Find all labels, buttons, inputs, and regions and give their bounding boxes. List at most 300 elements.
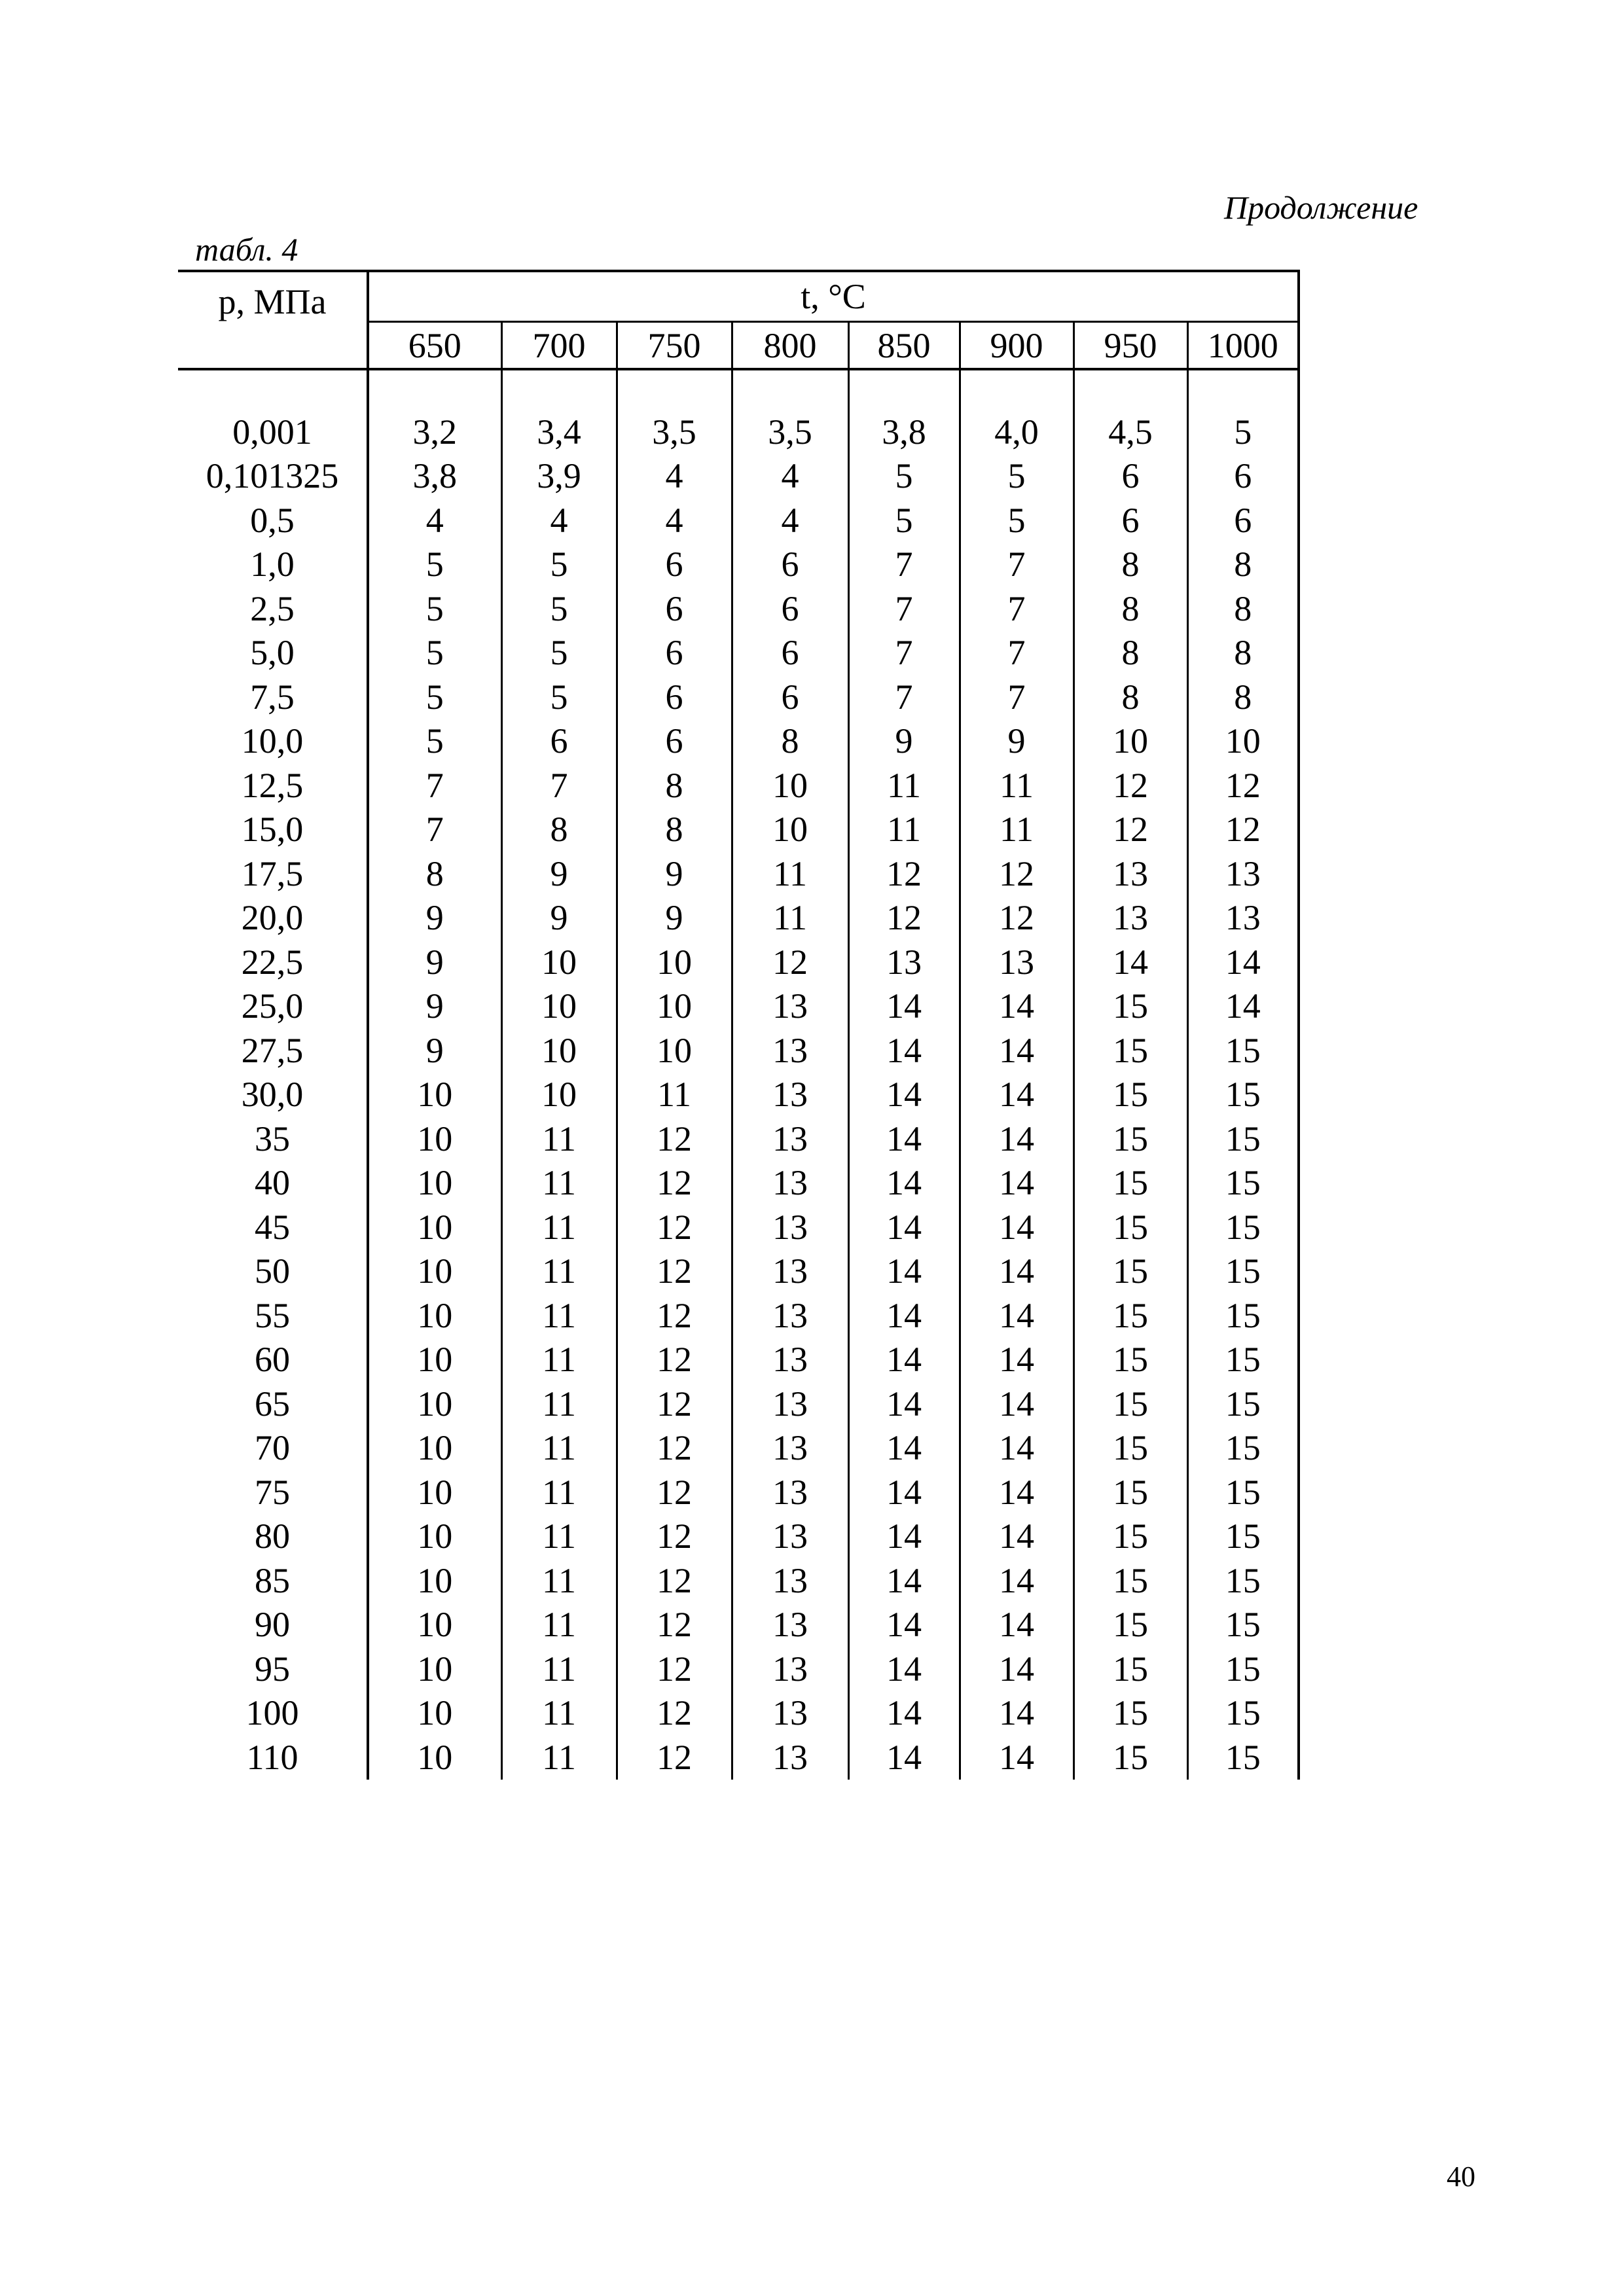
value-cell: 15 xyxy=(1074,1735,1187,1780)
value-cell: 14 xyxy=(960,1426,1074,1471)
value-cell: 12 xyxy=(617,1647,732,1691)
value-cell: 15 xyxy=(1074,1470,1187,1515)
value-cell: 9 xyxy=(501,896,617,941)
value-cell: 10 xyxy=(617,984,732,1029)
value-cell: 15 xyxy=(1074,1691,1187,1736)
value-cell: 6 xyxy=(732,586,848,631)
value-cell: 7 xyxy=(960,675,1074,719)
temperature-header: 900 xyxy=(960,322,1074,370)
value-cell: 15 xyxy=(1074,1603,1187,1647)
value-cell: 14 xyxy=(960,1515,1074,1559)
value-cell: 7 xyxy=(848,631,960,675)
value-cell: 11 xyxy=(501,1735,617,1780)
value-cell: 9 xyxy=(368,896,501,941)
value-cell: 3,8 xyxy=(848,410,960,454)
value-cell: 10 xyxy=(368,1293,501,1338)
value-cell: 7 xyxy=(960,543,1074,587)
pressure-cell: 0,5 xyxy=(250,500,295,540)
value-cell: 6 xyxy=(617,719,732,764)
value-cell: 14 xyxy=(848,1515,960,1559)
value-cell: 12 xyxy=(617,1205,732,1249)
value-cell: 12 xyxy=(848,852,960,896)
gap-cell xyxy=(732,369,848,410)
gap-cell xyxy=(617,369,732,410)
value-cell: 12 xyxy=(617,1249,732,1294)
table-row xyxy=(178,896,1299,941)
value-cell: 12 xyxy=(617,1161,732,1206)
value-cell: 12 xyxy=(617,1293,732,1338)
value-cell: 14 xyxy=(848,1558,960,1603)
value-cell: 13 xyxy=(1187,896,1299,941)
value-cell: 14 xyxy=(960,1558,1074,1603)
table-row xyxy=(178,1426,1299,1471)
value-cell: 5 xyxy=(960,454,1074,499)
value-cell: 4 xyxy=(617,498,732,543)
value-cell: 11 xyxy=(617,1073,732,1117)
table-row xyxy=(178,1647,1299,1691)
value-cell: 9 xyxy=(368,984,501,1029)
value-cell: 13 xyxy=(1074,852,1187,896)
value-cell: 10 xyxy=(617,940,732,984)
value-cell: 13 xyxy=(732,1117,848,1161)
value-cell: 10 xyxy=(368,1338,501,1382)
value-cell: 7 xyxy=(368,808,501,852)
value-cell: 8 xyxy=(732,719,848,764)
pressure-cell: 25,0 xyxy=(241,986,304,1026)
table-row xyxy=(178,1470,1299,1515)
value-cell: 5 xyxy=(1187,410,1299,454)
value-cell: 5 xyxy=(501,543,617,587)
value-cell: 5 xyxy=(501,675,617,719)
value-cell: 15 xyxy=(1187,1382,1299,1426)
value-cell: 13 xyxy=(732,1735,848,1780)
value-cell: 14 xyxy=(960,1205,1074,1249)
value-cell: 9 xyxy=(617,896,732,941)
table-row xyxy=(178,808,1299,852)
value-cell: 11 xyxy=(732,896,848,941)
value-cell: 9 xyxy=(501,852,617,896)
table-row xyxy=(178,498,1299,543)
value-cell: 3,2 xyxy=(368,410,501,454)
continuation-label: Продолжение xyxy=(1224,189,1418,226)
value-cell: 14 xyxy=(960,1028,1074,1073)
value-cell: 15 xyxy=(1074,1028,1187,1073)
value-cell: 10 xyxy=(368,1647,501,1691)
value-cell: 15 xyxy=(1187,1515,1299,1559)
pressure-cell: 27,5 xyxy=(241,1030,304,1070)
value-cell: 15 xyxy=(1187,1426,1299,1471)
table-row xyxy=(178,940,1299,984)
pressure-cell: 80 xyxy=(255,1516,290,1556)
value-cell: 11 xyxy=(501,1293,617,1338)
value-cell: 15 xyxy=(1187,1249,1299,1294)
value-cell: 15 xyxy=(1074,1161,1187,1206)
value-cell: 7 xyxy=(848,543,960,587)
value-cell: 5 xyxy=(368,719,501,764)
value-cell: 15 xyxy=(1074,1426,1187,1471)
gap-cell xyxy=(178,369,368,410)
table-row xyxy=(178,1558,1299,1603)
pressure-cell: 70 xyxy=(255,1428,290,1468)
p-column-header: p, МПа xyxy=(178,271,368,369)
value-cell: 13 xyxy=(732,1558,848,1603)
table-row xyxy=(178,1603,1299,1647)
value-cell: 10 xyxy=(368,1603,501,1647)
pressure-cell: 22,5 xyxy=(241,942,304,982)
gap-cell xyxy=(960,369,1074,410)
value-cell: 13 xyxy=(732,1382,848,1426)
value-cell: 10 xyxy=(501,1028,617,1073)
value-cell: 14 xyxy=(848,1382,960,1426)
value-cell: 10 xyxy=(368,1558,501,1603)
gap-cell xyxy=(368,369,501,410)
value-cell: 13 xyxy=(732,1691,848,1736)
value-cell: 6 xyxy=(617,675,732,719)
value-cell: 14 xyxy=(960,1117,1074,1161)
pressure-cell: 110 xyxy=(246,1737,298,1777)
pressure-cell: 7,5 xyxy=(250,677,295,717)
value-cell: 10 xyxy=(617,1028,732,1073)
value-cell: 11 xyxy=(501,1249,617,1294)
value-cell: 15 xyxy=(1074,1558,1187,1603)
value-cell: 9 xyxy=(960,719,1074,764)
value-cell: 8 xyxy=(617,763,732,808)
pressure-cell: 55 xyxy=(255,1295,290,1335)
table-body xyxy=(178,271,1299,1780)
value-cell: 9 xyxy=(848,719,960,764)
value-cell: 12 xyxy=(617,1603,732,1647)
pressure-cell: 17,5 xyxy=(241,853,304,893)
value-cell: 14 xyxy=(848,1073,960,1117)
value-cell: 13 xyxy=(732,1426,848,1471)
value-cell: 13 xyxy=(732,1205,848,1249)
header-gap-row xyxy=(178,369,1299,410)
value-cell: 12 xyxy=(617,1558,732,1603)
value-cell: 12 xyxy=(960,896,1074,941)
value-cell: 6 xyxy=(732,631,848,675)
pressure-cell: 65 xyxy=(255,1384,290,1424)
value-cell: 13 xyxy=(732,1293,848,1338)
value-cell: 14 xyxy=(848,1028,960,1073)
table-label: табл. 4 xyxy=(195,231,298,268)
value-cell: 6 xyxy=(501,719,617,764)
temperature-header: 650 xyxy=(368,322,501,370)
value-cell: 13 xyxy=(960,940,1074,984)
value-cell: 15 xyxy=(1074,1073,1187,1117)
table-row xyxy=(178,1205,1299,1249)
value-cell: 11 xyxy=(501,1117,617,1161)
pressure-cell: 15,0 xyxy=(241,810,304,850)
value-cell: 6 xyxy=(1187,454,1299,499)
value-cell: 11 xyxy=(501,1426,617,1471)
value-cell: 6 xyxy=(732,675,848,719)
value-cell: 3,8 xyxy=(368,454,501,499)
value-cell: 15 xyxy=(1074,984,1187,1029)
value-cell: 11 xyxy=(501,1515,617,1559)
value-cell: 15 xyxy=(1187,1161,1299,1206)
value-cell: 15 xyxy=(1187,1558,1299,1603)
pressure-cell: 30,0 xyxy=(241,1075,304,1115)
value-cell: 8 xyxy=(1187,586,1299,631)
value-cell: 10 xyxy=(1074,719,1187,764)
value-cell: 15 xyxy=(1187,1205,1299,1249)
temperature-header: 850 xyxy=(848,322,960,370)
pressure-cell: 2,5 xyxy=(250,588,295,628)
value-cell: 10 xyxy=(368,1382,501,1426)
value-cell: 13 xyxy=(732,1028,848,1073)
value-cell: 3,5 xyxy=(732,410,848,454)
temperature-header: 950 xyxy=(1074,322,1187,370)
value-cell: 13 xyxy=(1074,896,1187,941)
value-cell: 13 xyxy=(732,1647,848,1691)
table-row xyxy=(178,543,1299,587)
value-cell: 12 xyxy=(617,1691,732,1736)
value-cell: 14 xyxy=(960,1382,1074,1426)
value-cell: 12 xyxy=(1187,808,1299,852)
pressure-cell: 0,101325 xyxy=(206,456,339,496)
value-cell: 8 xyxy=(1074,586,1187,631)
table-row xyxy=(178,1691,1299,1736)
data-table xyxy=(178,270,1300,1780)
pressure-cell: 12,5 xyxy=(241,765,304,805)
value-cell: 11 xyxy=(732,852,848,896)
value-cell: 14 xyxy=(960,1470,1074,1515)
pressure-cell: 85 xyxy=(255,1560,290,1600)
value-cell: 15 xyxy=(1074,1205,1187,1249)
table-row xyxy=(178,763,1299,808)
table-row xyxy=(178,719,1299,764)
pressure-cell: 20,0 xyxy=(241,898,304,938)
pressure-cell: 40 xyxy=(255,1163,290,1203)
value-cell: 5 xyxy=(368,543,501,587)
value-cell: 8 xyxy=(1187,631,1299,675)
table-row xyxy=(178,1735,1299,1780)
value-cell: 14 xyxy=(960,1603,1074,1647)
value-cell: 13 xyxy=(848,940,960,984)
value-cell: 6 xyxy=(617,543,732,587)
table-row xyxy=(178,1382,1299,1426)
value-cell: 12 xyxy=(732,940,848,984)
table-row xyxy=(178,675,1299,719)
value-cell: 14 xyxy=(960,1338,1074,1382)
value-cell: 15 xyxy=(1187,1735,1299,1780)
value-cell: 10 xyxy=(368,1249,501,1294)
table-row xyxy=(178,1338,1299,1382)
value-cell: 5 xyxy=(501,586,617,631)
value-cell: 10 xyxy=(732,763,848,808)
value-cell: 7 xyxy=(501,763,617,808)
value-cell: 5 xyxy=(368,675,501,719)
value-cell: 5 xyxy=(368,586,501,631)
table-row xyxy=(178,1161,1299,1206)
value-cell: 8 xyxy=(1074,675,1187,719)
value-cell: 15 xyxy=(1187,1338,1299,1382)
value-cell: 14 xyxy=(960,1293,1074,1338)
value-cell: 10 xyxy=(368,1161,501,1206)
table-row xyxy=(178,1117,1299,1161)
value-cell: 11 xyxy=(960,808,1074,852)
value-cell: 12 xyxy=(617,1382,732,1426)
value-cell: 10 xyxy=(368,1117,501,1161)
value-cell: 15 xyxy=(1187,1293,1299,1338)
value-cell: 12 xyxy=(848,896,960,941)
value-cell: 12 xyxy=(617,1470,732,1515)
pressure-cell: 95 xyxy=(255,1649,290,1689)
value-cell: 6 xyxy=(1074,454,1187,499)
value-cell: 9 xyxy=(368,940,501,984)
table-row xyxy=(178,586,1299,631)
value-cell: 7 xyxy=(848,675,960,719)
value-cell: 13 xyxy=(732,1161,848,1206)
value-cell: 8 xyxy=(617,808,732,852)
value-cell: 12 xyxy=(617,1117,732,1161)
value-cell: 6 xyxy=(617,586,732,631)
value-cell: 5 xyxy=(501,631,617,675)
pressure-cell: 45 xyxy=(255,1207,290,1247)
gap-cell xyxy=(848,369,960,410)
value-cell: 14 xyxy=(848,1735,960,1780)
value-cell: 10 xyxy=(368,1515,501,1559)
value-cell: 4 xyxy=(501,498,617,543)
value-cell: 12 xyxy=(1074,763,1187,808)
value-cell: 10 xyxy=(1187,719,1299,764)
table-row xyxy=(178,1073,1299,1117)
value-cell: 5 xyxy=(368,631,501,675)
value-cell: 13 xyxy=(732,1073,848,1117)
value-cell: 15 xyxy=(1187,1117,1299,1161)
value-cell: 11 xyxy=(501,1558,617,1603)
value-cell: 14 xyxy=(848,1249,960,1294)
value-cell: 15 xyxy=(1074,1249,1187,1294)
pressure-cell: 1,0 xyxy=(250,545,295,584)
value-cell: 13 xyxy=(732,1470,848,1515)
value-cell: 14 xyxy=(960,1161,1074,1206)
value-cell: 4,5 xyxy=(1074,410,1187,454)
value-cell: 11 xyxy=(501,1382,617,1426)
value-cell: 14 xyxy=(848,1603,960,1647)
gap-cell xyxy=(1074,369,1187,410)
value-cell: 12 xyxy=(617,1735,732,1780)
value-cell: 4 xyxy=(732,498,848,543)
table-row xyxy=(178,1028,1299,1073)
value-cell: 14 xyxy=(1187,940,1299,984)
value-cell: 3,5 xyxy=(617,410,732,454)
value-cell: 14 xyxy=(1074,940,1187,984)
table-row xyxy=(178,1515,1299,1559)
value-cell: 15 xyxy=(1074,1293,1187,1338)
table-row xyxy=(178,1249,1299,1294)
value-cell: 10 xyxy=(368,1205,501,1249)
table-row xyxy=(178,410,1299,454)
pressure-cell: 90 xyxy=(255,1605,290,1645)
value-cell: 15 xyxy=(1187,1647,1299,1691)
value-cell: 8 xyxy=(1074,543,1187,587)
t-column-header: t, °C xyxy=(368,271,1299,322)
pressure-cell: 50 xyxy=(255,1251,290,1291)
value-cell: 11 xyxy=(501,1205,617,1249)
table-row xyxy=(178,1293,1299,1338)
temperature-header: 1000 xyxy=(1187,322,1299,370)
value-cell: 10 xyxy=(368,1470,501,1515)
value-cell: 10 xyxy=(501,1073,617,1117)
value-cell: 5 xyxy=(960,498,1074,543)
value-cell: 4 xyxy=(617,454,732,499)
pressure-cell: 75 xyxy=(255,1472,290,1512)
value-cell: 9 xyxy=(617,852,732,896)
value-cell: 14 xyxy=(848,1205,960,1249)
table-row xyxy=(178,631,1299,675)
value-cell: 14 xyxy=(848,1338,960,1382)
value-cell: 7 xyxy=(960,631,1074,675)
gap-cell xyxy=(1187,369,1299,410)
value-cell: 11 xyxy=(501,1470,617,1515)
value-cell: 13 xyxy=(732,1338,848,1382)
value-cell: 10 xyxy=(732,808,848,852)
value-cell: 11 xyxy=(501,1161,617,1206)
value-cell: 6 xyxy=(617,631,732,675)
value-cell: 8 xyxy=(1187,675,1299,719)
value-cell: 12 xyxy=(617,1338,732,1382)
value-cell: 13 xyxy=(732,1515,848,1559)
value-cell: 4 xyxy=(368,498,501,543)
value-cell: 11 xyxy=(501,1647,617,1691)
pressure-cell: 60 xyxy=(255,1340,290,1380)
table-row xyxy=(178,984,1299,1029)
value-cell: 13 xyxy=(732,1249,848,1294)
value-cell: 8 xyxy=(368,852,501,896)
value-cell: 13 xyxy=(1187,852,1299,896)
value-cell: 3,4 xyxy=(501,410,617,454)
pressure-cell: 10,0 xyxy=(241,721,304,761)
value-cell: 15 xyxy=(1187,1028,1299,1073)
value-cell: 15 xyxy=(1074,1647,1187,1691)
value-cell: 15 xyxy=(1074,1117,1187,1161)
value-cell: 14 xyxy=(848,1470,960,1515)
value-cell: 15 xyxy=(1187,1470,1299,1515)
pressure-cell: 0,001 xyxy=(232,412,312,452)
pressure-cell: 5,0 xyxy=(250,633,295,673)
value-cell: 14 xyxy=(848,1293,960,1338)
value-cell: 15 xyxy=(1074,1338,1187,1382)
value-cell: 15 xyxy=(1074,1515,1187,1559)
value-cell: 12 xyxy=(1187,763,1299,808)
value-cell: 14 xyxy=(960,1073,1074,1117)
value-cell: 11 xyxy=(848,763,960,808)
value-cell: 15 xyxy=(1187,1603,1299,1647)
value-cell: 14 xyxy=(848,1161,960,1206)
value-cell: 10 xyxy=(368,1426,501,1471)
value-cell: 12 xyxy=(617,1515,732,1559)
page-number: 40 xyxy=(1447,2161,1475,2193)
value-cell: 10 xyxy=(501,984,617,1029)
value-cell: 13 xyxy=(732,984,848,1029)
value-cell: 6 xyxy=(732,543,848,587)
table-row xyxy=(178,454,1299,499)
temperature-header: 750 xyxy=(617,322,732,370)
value-cell: 11 xyxy=(501,1691,617,1736)
value-cell: 15 xyxy=(1187,1691,1299,1736)
value-cell: 8 xyxy=(501,808,617,852)
value-cell: 14 xyxy=(960,1249,1074,1294)
value-cell: 14 xyxy=(960,1691,1074,1736)
pressure-cell: 100 xyxy=(245,1693,299,1733)
value-cell: 12 xyxy=(960,852,1074,896)
value-cell: 8 xyxy=(1074,631,1187,675)
value-cell: 13 xyxy=(732,1603,848,1647)
value-cell: 11 xyxy=(848,808,960,852)
value-cell: 7 xyxy=(960,586,1074,631)
value-cell: 15 xyxy=(1187,1073,1299,1117)
